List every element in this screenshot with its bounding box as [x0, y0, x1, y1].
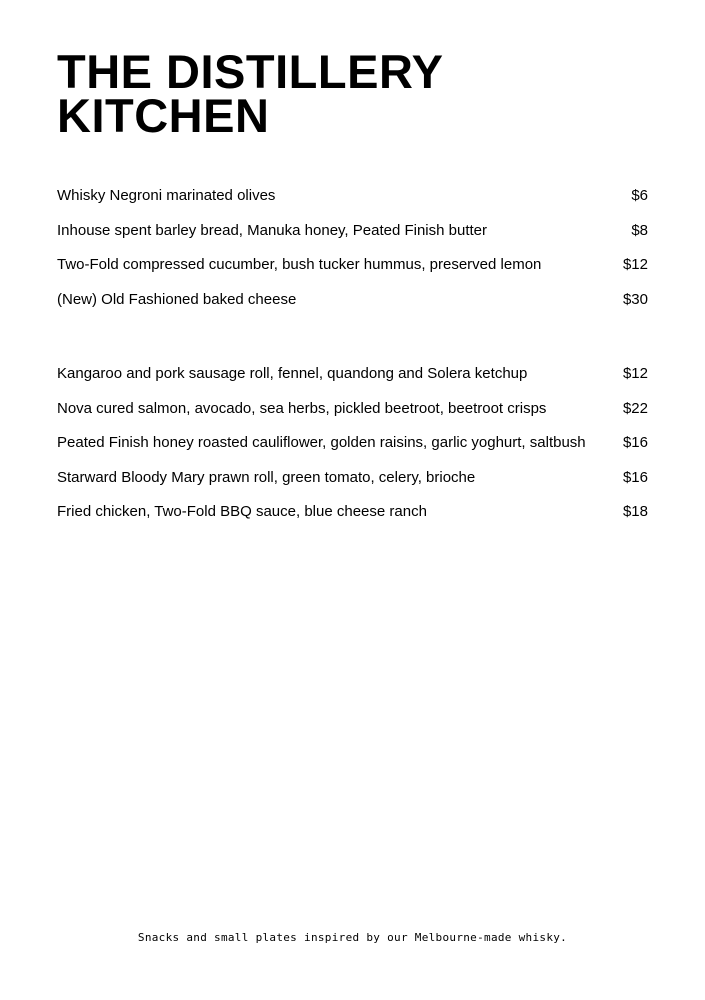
menu-item-price: $8 [631, 221, 648, 239]
menu-item [57, 288, 648, 323]
menu-item-name: Kangaroo and pork sausage roll, fennel, quandong and Solera ketchup [57, 365, 528, 382]
menu-item [57, 466, 648, 501]
menu-footer-note: Snacks and small plates inspired by our Melbourne-made whisky. [137, 931, 568, 944]
menu-item-price: $12 [622, 365, 648, 382]
menu-item-name: Nova cured salmon, avocado, sea herbs, pickled beetroot, beetroot crisps [57, 399, 547, 417]
menu-section-snacks [57, 184, 648, 322]
menu-title-line-2: KITCHEN [57, 89, 270, 142]
menu-section-plates [57, 362, 648, 535]
menu-item-name: Fried chicken, Two-Fold BBQ sauce, blue cheese ranch [57, 503, 427, 520]
menu-item [57, 500, 648, 535]
menu-title-line-1: THE DISTILLERY [57, 45, 444, 98]
menu-item-price: $18 [622, 503, 648, 520]
menu-item [57, 362, 648, 397]
menu-title [57, 45, 444, 142]
menu-item-name: Starward Bloody Mary prawn roll, green tomato, celery, brioche [57, 468, 476, 486]
menu-item-name: Inhouse spent barley bread, Manuka honey, Peated Finish butter [57, 221, 487, 239]
menu-item-price: $16 [622, 434, 648, 451]
menu-item [57, 253, 648, 288]
menu-item-price: $16 [622, 468, 648, 486]
menu-item-price: $22 [622, 399, 648, 417]
menu-item [57, 184, 648, 219]
menu-item [57, 397, 648, 432]
menu-item [57, 431, 648, 466]
menu-item-price: $6 [631, 187, 648, 204]
menu-item-price: $30 [622, 290, 648, 308]
menu-item-name: (New) Old Fashioned baked cheese [57, 290, 297, 308]
menu-item-price: $12 [622, 256, 648, 273]
menu-item-name: Whisky Negroni marinated olives [57, 187, 276, 204]
menu-item-name: Two-Fold compressed cucumber, bush tucker hummus, preserved lemon [57, 256, 542, 273]
menu-item [57, 219, 648, 254]
menu-item-name: Peated Finish honey roasted cauliflower, golden raisins, garlic yoghurt, saltbush [57, 434, 586, 451]
